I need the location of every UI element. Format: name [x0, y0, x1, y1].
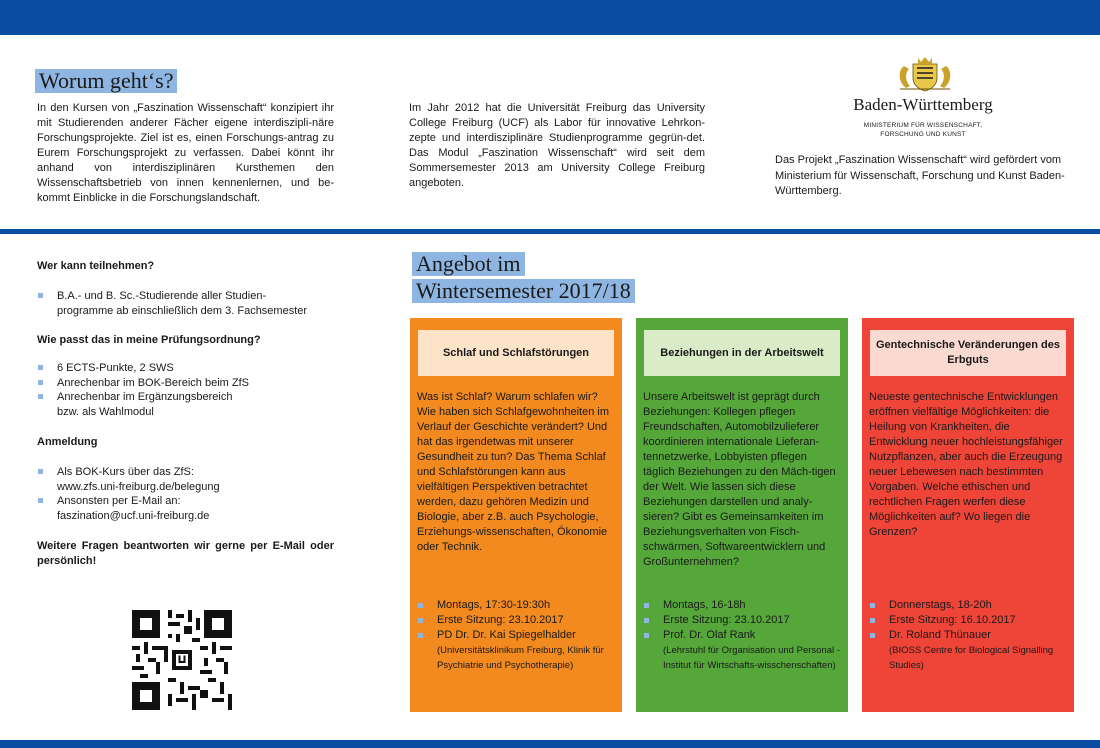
- fit-list: [37, 361, 337, 419]
- offer-title-line2: Wintersemester 2017/18: [412, 279, 635, 303]
- ministry-name: MINISTERIUM FÜR WISSENSCHAFT, FORSCHUNG UND KUNST: [863, 122, 983, 138]
- course-lecturer: Dr. Roland Thünauer: [869, 628, 1069, 643]
- contact-note: Weitere Fragen beantworten wir gerne per E-Mail oder persönlich!: [37, 540, 334, 567]
- bottom-band: [0, 740, 1100, 748]
- course-time: Montags, 17:30-19:30h: [417, 598, 617, 613]
- registration-list: [37, 465, 337, 523]
- offer-title-line1: Angebot im: [412, 252, 525, 276]
- course-details: [869, 598, 1069, 673]
- course-description: Neueste gentechnische Entwicklungen eröffnen vielfältige Möglichkeiten: die Heilung von Krankheiten, die Entwicklung neuer hochleistungsfähiger Nutzpflanzen, aber auch die Erzeugung neuer Lebewesen nach bestimmten Vorgaben. Welche ethischen und rechtlichen Fragen werfen diese Möglichkeiten auf? Wo liegen die Grenzen?: [869, 391, 1063, 538]
- course-card-relations: [636, 318, 848, 712]
- top-band: [0, 0, 1100, 35]
- course-time: Montags, 16-18h: [643, 598, 843, 613]
- course-first-session: Erste Sitzung: 23.10.2017: [643, 613, 843, 628]
- list-item: B.A.- und B. Sc.-Studierende aller Studien-programme ab einschließlich dem 3. Fachsemester: [37, 289, 317, 318]
- course-affiliation: (BIOSS Centre for Biological Signalling Studies): [889, 645, 1054, 671]
- state-name: Baden-Württemberg: [853, 95, 993, 114]
- intro-text-col2: Im Jahr 2012 hat die Universität Freiburg das University College Freiburg (UCF) als Labor für innovative Lehrkon-zepte und interdisziplinäre Studienprogramme gegrün-det. Das Modul „Faszination Wissenschaft“ wird seit dem Sommersemester 2013 am University College Freiburg angeboten.: [409, 102, 705, 189]
- coat-of-arms-icon: [896, 56, 954, 92]
- list-item: Anrechenbar im BOK-Bereich beim ZfS: [37, 376, 337, 391]
- course-details: [643, 598, 843, 673]
- list-item: Ansonsten per E-Mail an: faszination@ucf.uni-freiburg.de: [37, 494, 257, 523]
- course-first-session: Erste Sitzung: 23.10.2017: [417, 613, 617, 628]
- intro-title: Worum geht‘s?: [35, 69, 177, 93]
- course-card-genetics: [862, 318, 1074, 712]
- registration-heading: Anmeldung: [37, 436, 98, 448]
- course-title: Schlaf und Schlafstörungen: [418, 330, 614, 376]
- course-description: Was ist Schlaf? Warum schlafen wir? Wie haben sich Schlafgewohnheiten im Verlauf der Geschichte verändert? Und hat das irgendetwas mit unserer Gesundheit zu tun? Das Thema Schlaf und Schlafstörungen kann aus vielfältigen Perspektiven betrachtet werden, dazu gehören Medizin und Biologie, aber z.B. auch Psychologie, Erziehungs-wissenschaften, Ökonomie oder Technik.: [417, 391, 610, 553]
- course-lecturer: PD Dr. Dr. Kai Spiegelhalder: [417, 628, 617, 643]
- course-title: Gentechnische Veränderungen des Erbguts: [870, 330, 1066, 376]
- course-time: Donnerstags, 18-20h: [869, 598, 1069, 613]
- intro-text-col1: In den Kursen von „Faszination Wissenschaft“ konzipiert ihr mit Studierenden anderer Fächer eigene interdiszipli-näre Forschungsprojekte. Ziel ist es, einen Forschungs-antrag zu Eurem Forschungsprojekt zu verfassen. Dabei könnt ihr anhand von interdisziplinären Kursthemen den Wissenschaftsbetrieb von innen kennenlernen, und be-kommt Einblicke in die Forschungslandschaft.: [37, 102, 334, 204]
- course-first-session: Erste Sitzung: 16.10.2017: [869, 613, 1069, 628]
- course-lecturer: Prof. Dr. Olaf Rank: [643, 628, 843, 643]
- list-item: 6 ECTS-Punkte, 2 SWS: [37, 361, 337, 376]
- course-details: [417, 598, 617, 673]
- list-item: Anrechenbar im Ergänzungsbereich bzw. als Wahlmodul: [37, 390, 257, 419]
- list-item: Als BOK-Kurs über das ZfS: www.zfs.uni-freiburg.de/belegung: [37, 465, 257, 494]
- qr-code[interactable]: [132, 610, 232, 710]
- course-affiliation: (Universitätsklinikum Freiburg, Klinik für Psychiatrie und Psychotherapie): [437, 645, 604, 671]
- who-list: [37, 289, 337, 318]
- course-description: Unsere Arbeitswelt ist geprägt durch Beziehungen: Kollegen pflegen Freundschaften, Automobilzulieferer koordinieren internationale Lieferan-tennetzwerke, Lobbyisten pflegen täglich Beziehungen zu den Mäch-tigen der Welt. Wie lassen sich diese Beziehungen darstellen und analy-sieren? Gibt es Gemeinsamkeiten im Beziehungsverhalten von Fisch-schwärmen, Softwareentwicklern und Großunternehmen?: [643, 391, 836, 568]
- course-affiliation: (Lehrstuhl für Organisation und Personal - Institut für Wirtschafts-wisschenschaften): [663, 645, 840, 671]
- course-title: Beziehungen in der Arbeitswelt: [644, 330, 840, 376]
- funding-text: Das Projekt „Faszination Wissenschaft“ wird gefördert vom Ministerium für Wissenschaft, Forschung und Kunst Baden-Württemberg.: [775, 154, 1065, 197]
- course-card-sleep: [410, 318, 622, 712]
- who-heading: Wer kann teilnehmen?: [37, 260, 155, 272]
- divider-band: [0, 229, 1100, 234]
- fit-heading: Wie passt das in meine Prüfungsordnung?: [37, 334, 261, 346]
